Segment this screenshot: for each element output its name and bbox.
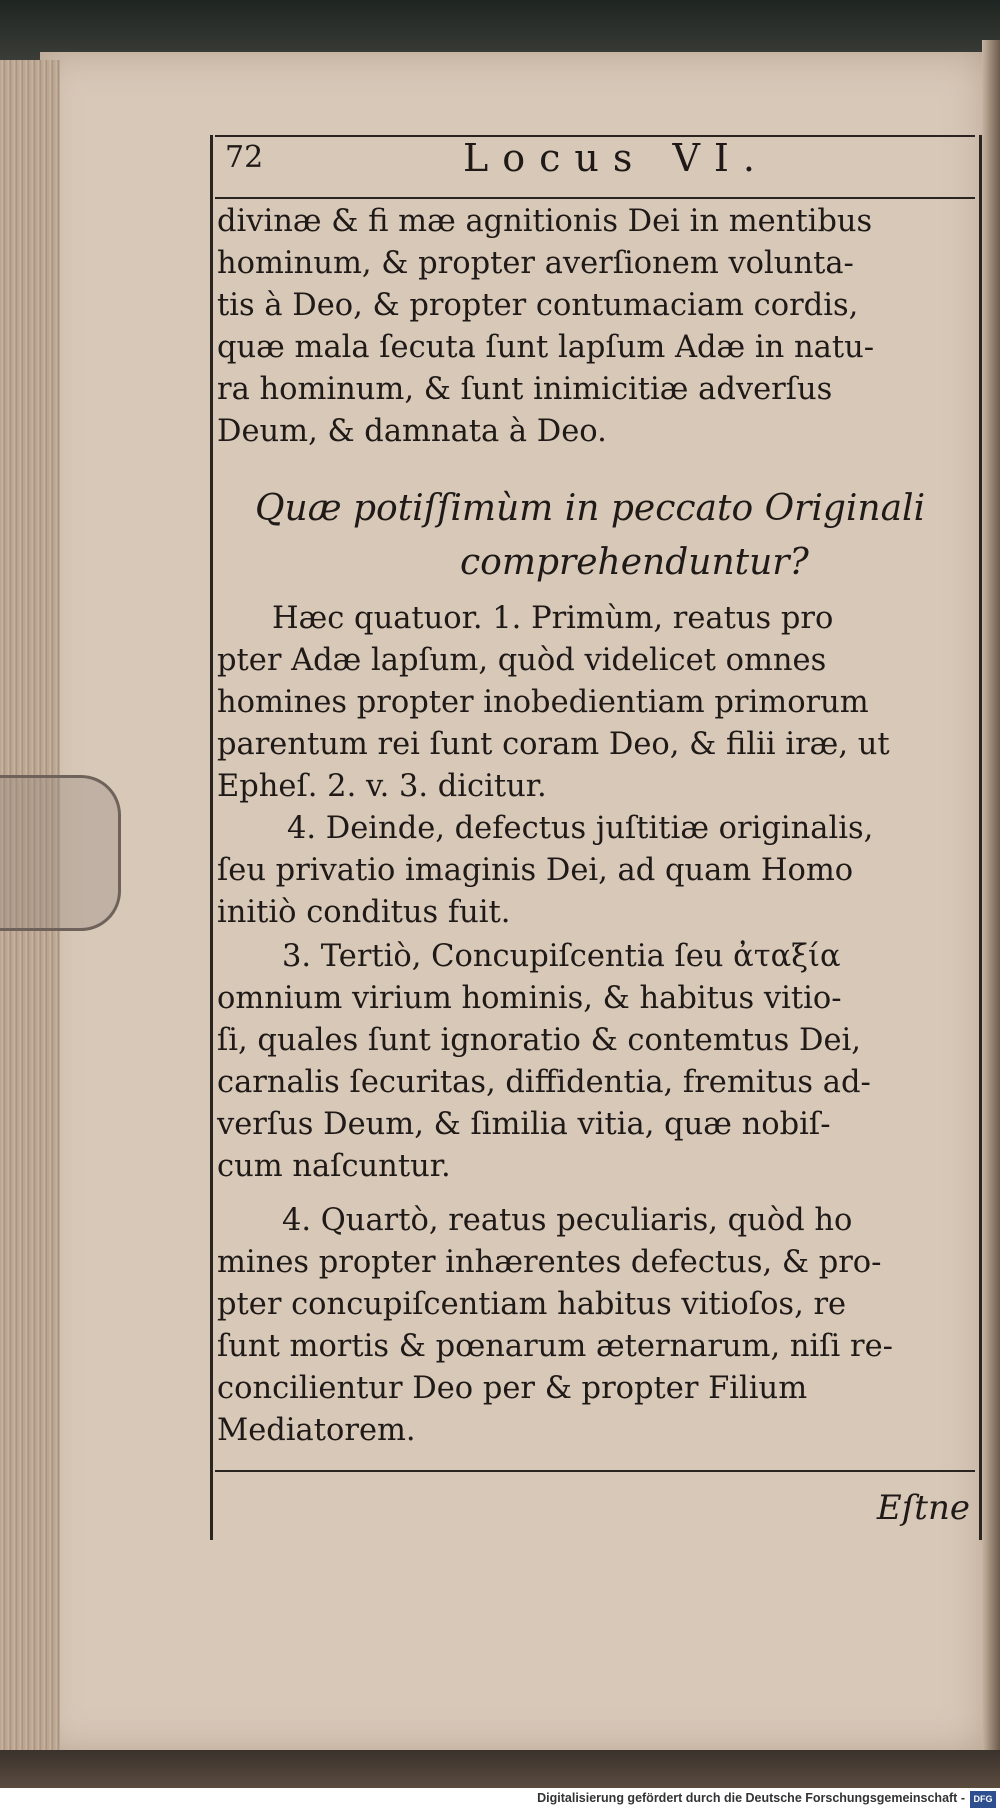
text-line: mines propter inhærentes defectus, & pro- bbox=[217, 1245, 882, 1280]
paragraph-4 bbox=[217, 936, 977, 1188]
text-line: cum naſcuntur. bbox=[217, 1149, 451, 1184]
scan-background-bottom bbox=[0, 1750, 1000, 1788]
text-line: verſus Deum, & ſimilia vitia, quæ nobiſ- bbox=[217, 1107, 831, 1142]
page-number: 72 bbox=[225, 140, 264, 175]
text-line: hominum, & propter averſionem volunta- bbox=[217, 246, 854, 281]
text-line: parentum rei ſunt coram Deo, & filii iræ, ut bbox=[217, 727, 890, 762]
text-line: Hæc quatuor. 1. Primùm, reatus pro bbox=[272, 601, 834, 636]
text-line: omnium virium hominis, & habitus vitio- bbox=[217, 981, 842, 1016]
text-line: homines propter inobedientiam primorum bbox=[217, 685, 869, 720]
footer-rule bbox=[215, 1470, 975, 1472]
question-heading bbox=[255, 482, 975, 590]
question-line: Quæ potiſſimùm in peccato Originali bbox=[255, 488, 926, 529]
catchword: Eſtne bbox=[876, 1488, 970, 1528]
paragraph-5 bbox=[217, 1200, 977, 1452]
paragraph-2 bbox=[217, 598, 977, 808]
text-line: Epheſ. 2. v. 3. dicitur. bbox=[217, 769, 547, 804]
text-line: carnalis ſecuritas, diffidentia, fremitus ad- bbox=[217, 1065, 871, 1100]
text-line: ra hominum, & ſunt inimicitiæ adverſus bbox=[217, 372, 833, 407]
text-line: ſeu privatio imaginis Dei, ad quam Homo bbox=[217, 853, 854, 888]
text-line: divinæ & fi mæ agnitionis Dei in mentibus bbox=[217, 204, 873, 239]
text-line: initiò conditus fuit. bbox=[217, 895, 511, 930]
text-line: 4. Quartò, reatus peculiaris, quòd ho bbox=[282, 1203, 853, 1238]
text-line: Deum, & damnata à Deo. bbox=[217, 414, 607, 449]
text-line: 3. Tertiò, Concupiſcentia ſeu ἀταξία bbox=[282, 939, 841, 974]
digitization-footer bbox=[0, 1788, 1000, 1813]
text-line: pter Adæ lapſum, quòd videlicet omnes bbox=[217, 643, 827, 678]
text-line: ſi, quales ſunt ignoratio & contemtus Dei, bbox=[217, 1023, 861, 1058]
text-line: 4. Deinde, defectus juſtitiæ originalis, bbox=[287, 811, 874, 846]
running-head: Locus VI. bbox=[463, 136, 769, 180]
text-line: concilientur Deo per & propter Filium bbox=[217, 1371, 808, 1406]
page-header bbox=[225, 136, 965, 190]
paragraph-3 bbox=[217, 808, 977, 934]
text-line: tis à Deo, & propter contumaciam cordis, bbox=[217, 288, 859, 323]
page-edges-right bbox=[982, 40, 1000, 1760]
text-line: quæ mala ſecuta ſunt lapſum Adæ in natu- bbox=[217, 330, 875, 365]
header-rule-bottom bbox=[215, 197, 975, 199]
text-line: ſunt mortis & pœnarum æternarum, niſi re- bbox=[217, 1329, 893, 1364]
funding-credit: Digitalisierung gefördert durch die Deutsche Forschungsgemeinschaft - bbox=[537, 1791, 965, 1805]
question-line: comprehenduntur? bbox=[460, 542, 809, 583]
text-line: Mediatorem. bbox=[217, 1413, 416, 1448]
paragraph-1 bbox=[217, 201, 977, 453]
clip-mark bbox=[0, 775, 121, 931]
scan-background-top bbox=[0, 0, 1000, 60]
dfg-logo: DFG bbox=[970, 1791, 996, 1808]
text-line: pter concupiſcentiam habitus vitioſos, re bbox=[217, 1287, 847, 1322]
